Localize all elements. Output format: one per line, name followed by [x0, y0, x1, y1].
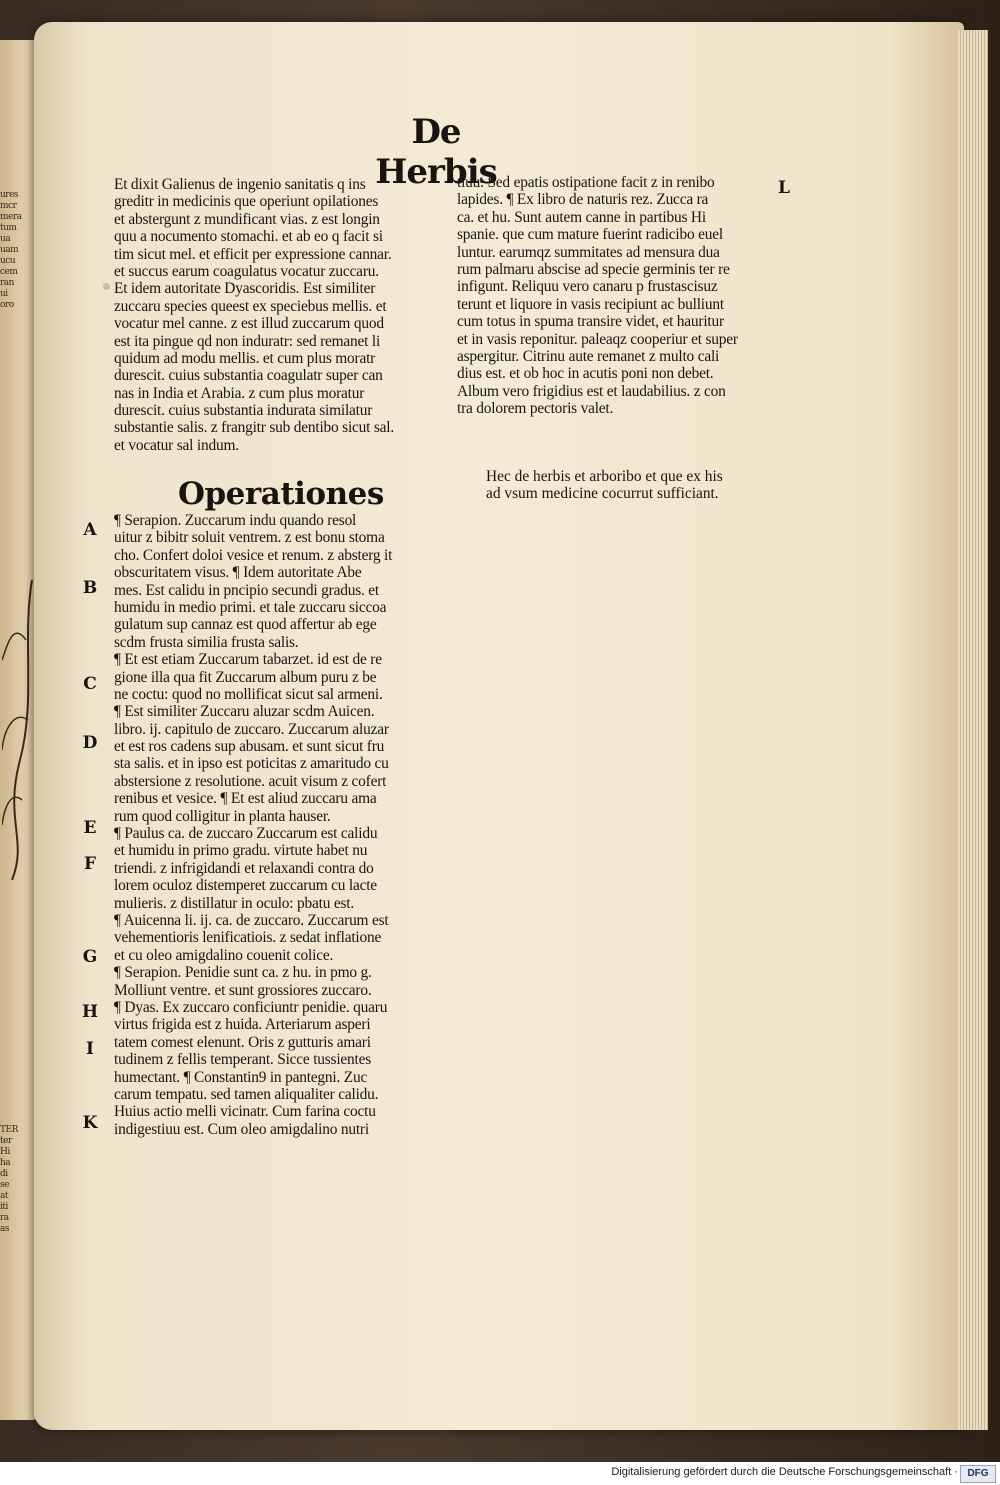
margin-letter: A [83, 520, 97, 540]
text-line: Huius actio melli vicinatr. Cum farina coctu [114, 1103, 376, 1121]
text-line: tim sicut mel. et efficit per expressione cannar. [114, 245, 392, 263]
text-line: gione illa qua fit Zuccarum album puru z be [114, 668, 377, 686]
text-line: triendi. z infrigidandi et relaxandi contra do [114, 859, 374, 877]
text-line: et succus earum coagulatus vocatur zuccaru. [114, 262, 379, 280]
margin-letter: I [86, 1039, 94, 1059]
text-line: Et dixit Galienus de ingenio sanitatis q ins [114, 176, 366, 193]
text-line: tatem comest elenunt. Oris z gutturis amari [114, 1033, 371, 1051]
text-line: greditr in medicinis que operiunt opilationes [114, 193, 379, 211]
text-line: ¶ Et est etiam Zuccarum tabarzet. id est de re [114, 651, 382, 669]
text-line: durescit. cuius substantia indurata similatur [114, 402, 373, 420]
text-line: abstersione z resolutione. acuit visum z cofert [114, 772, 387, 790]
text-line: ¶ Serapion. Zuccarum indu quando resol [114, 512, 357, 529]
text-line: ¶ Serapion. Penidie sunt ca. z hu. in pmo g. [114, 964, 372, 982]
text-line: carum tempatu. sed tamen aliqualiter calidu. [114, 1085, 379, 1103]
text-line: humectant. ¶ Constantin9 in pantegni. Zuc [114, 1068, 368, 1086]
margin-letter: G [82, 947, 98, 967]
text-line: et abstergunt z mundificant vias. z est longin [114, 210, 380, 228]
text-line: cum totus in spuma transire videt, et hauritur [457, 313, 724, 331]
text-line: rum quod colligitur in planta hauser. [114, 807, 331, 825]
text-line: est ita pingue qd non induratr: sed remanet li [114, 332, 381, 350]
margin-letter: H [81, 1002, 99, 1022]
text-line: spanie. que cum mature fuerint radicibo euel [457, 226, 723, 244]
text-line: et in vasis reponitur. paleaqz cooperiur et super [457, 330, 738, 348]
text-line: vocatur mel canne. z est illud zuccarum quod [114, 315, 384, 333]
text-line: Hec de herbis et arboribo et que ex his [486, 468, 723, 485]
right-text-column [457, 174, 777, 417]
text-line: et vocatur sal indum. [114, 436, 239, 454]
operations-text [114, 512, 439, 1138]
paper-stain [103, 283, 110, 290]
text-line: ne coctu: quod no mollificat sicut sal armeni. [114, 685, 383, 703]
text-line: mulieris. z distillatur in oculo: pbatu est. [114, 894, 354, 912]
footer-credit: Digitalisierung gefördert durch die Deutsche Forschungsgemeinschaft · [611, 1466, 958, 1478]
left-text-column [114, 176, 434, 454]
facing-page-edge: ures mcr mera tum ua uam ucu cem ran ui oro TER ter Hi ha di se at iti ra as [0, 40, 44, 1420]
text-line: Molliunt ventre. et sunt grossiores zuccaro. [114, 981, 372, 999]
margin-letter: D [82, 733, 98, 753]
text-line: infigunt. Reliquu vero canaru p frustascisuz [457, 278, 718, 296]
text-line: indigestiuu est. Cum oleo amigdalino nutri [114, 1120, 369, 1138]
text-line: et cu oleo amigdalino couenit colice. [114, 946, 334, 964]
text-line: ¶ Dyas. Ex zuccaro conficiuntr penidie. quaru [114, 998, 388, 1016]
margin-letter: C [83, 674, 97, 694]
text-line: quidum ad modu mellis. et cum plus moratr [114, 349, 376, 367]
page-stack-edge [958, 30, 988, 1430]
text-line: Et idem autoritate Dyascoridis. Est similiter [114, 280, 376, 298]
text-line: terunt et liquore in vasis recipiunt ac bulliunt [457, 295, 724, 313]
text-line: obscuritatem visus. ¶ Idem autoritate Abe [114, 564, 362, 582]
text-line: ¶ Paulus ca. de zuccaro Zuccarum est calidu [114, 825, 378, 843]
text-line: gulatum sup cannaz est quod affertur ab ege [114, 616, 377, 634]
text-line: ca. et hu. Sunt autem canne in partibus Hi [457, 208, 706, 226]
text-line: cho. Confert doloi vesice et renum. z absterg it [114, 546, 393, 564]
text-line: et humidu in primo gradu. virtute habet nu [114, 842, 368, 860]
text-line: Album vero frigidius est et laudabilius. z con [457, 382, 726, 400]
text-line: tra dolorem pectoris valet. [457, 400, 614, 418]
text-line: humidu in medio primi. et tale zuccaru siccoa [114, 598, 387, 616]
text-line: durescit. cuius substantia coagulatr super can [114, 367, 383, 385]
text-line: lorem oculoz distemperet zuccarum cu lacte [114, 877, 377, 895]
text-line: lapides. ¶ Ex libro de naturis rez. Zucca ra [457, 191, 709, 209]
text-line: luntur. earumqz summitates ad mensura dua [457, 243, 720, 261]
margin-letter: E [83, 818, 97, 838]
text-line: vehementioris lenificatiois. z sedat inflatione [114, 929, 382, 947]
text-line: et est ros cadens sup abusam. et sunt sicut fru [114, 738, 385, 756]
text-line: sta salis. et in ipso est poticitas z amaritudo cu [114, 755, 389, 773]
text-line: dius est. et ob hoc in acutis poni non debet. [457, 365, 714, 383]
text-line: quu a nocumento stomachi. et ab eo q facit si [114, 228, 383, 246]
right-margin-letter: L [778, 178, 790, 198]
page-title: De Herbis [375, 112, 497, 192]
margin-letter: K [82, 1113, 98, 1133]
dfg-logo[interactable]: DFG [960, 1465, 996, 1483]
footer-bar [0, 1462, 1000, 1485]
margin-letter: B [82, 578, 98, 598]
text-line: ¶ Auicenna li. ij. ca. de zuccaro. Zuccarum est [114, 911, 389, 929]
text-line: nas in India et Arabia. z cum plus moratur [114, 384, 365, 402]
text-line: uitur z bibitr soluit ventrem. z est bonu stoma [114, 529, 385, 547]
text-line: rum palmaru abscise ad specie germinis ter re [457, 260, 730, 278]
text-line: libro. ij. capitulo de zuccaro. Zuccarum aluzar [114, 720, 389, 738]
text-line: zuccaru species queest ex speciebus mellis. et [114, 297, 387, 315]
text-line: renibus et vesice. ¶ Et est aliud zuccaru ama [114, 790, 377, 808]
text-line: substantie salis. z frangitr sub dentibo sicut sal. [114, 419, 395, 437]
operations-heading: Operationes [178, 476, 384, 512]
text-line: tudinem z fellis temperant. Sicce tussientes [114, 1051, 372, 1069]
text-line: mes. Est calidu in pncipio secundi gradus. et [114, 581, 379, 599]
text-line: ad vsum medicine cocurrut sufficiant. [486, 485, 719, 503]
text-line: virtus frigida est z huida. Arteriarum asperi [114, 1016, 371, 1034]
margin-letter: F [83, 854, 97, 874]
text-line: aspergitur. Citrinu aute remanet z multo cali [457, 347, 720, 365]
text-line: scdm frusta similia frusta salis. [114, 633, 299, 651]
text-line: ¶ Est similiter Zuccaru aluzar scdm Auicen. [114, 703, 375, 721]
closing-text [486, 468, 766, 503]
text-line: tiuu. Sed epatis ostipatione facit z in renibo [457, 174, 715, 191]
